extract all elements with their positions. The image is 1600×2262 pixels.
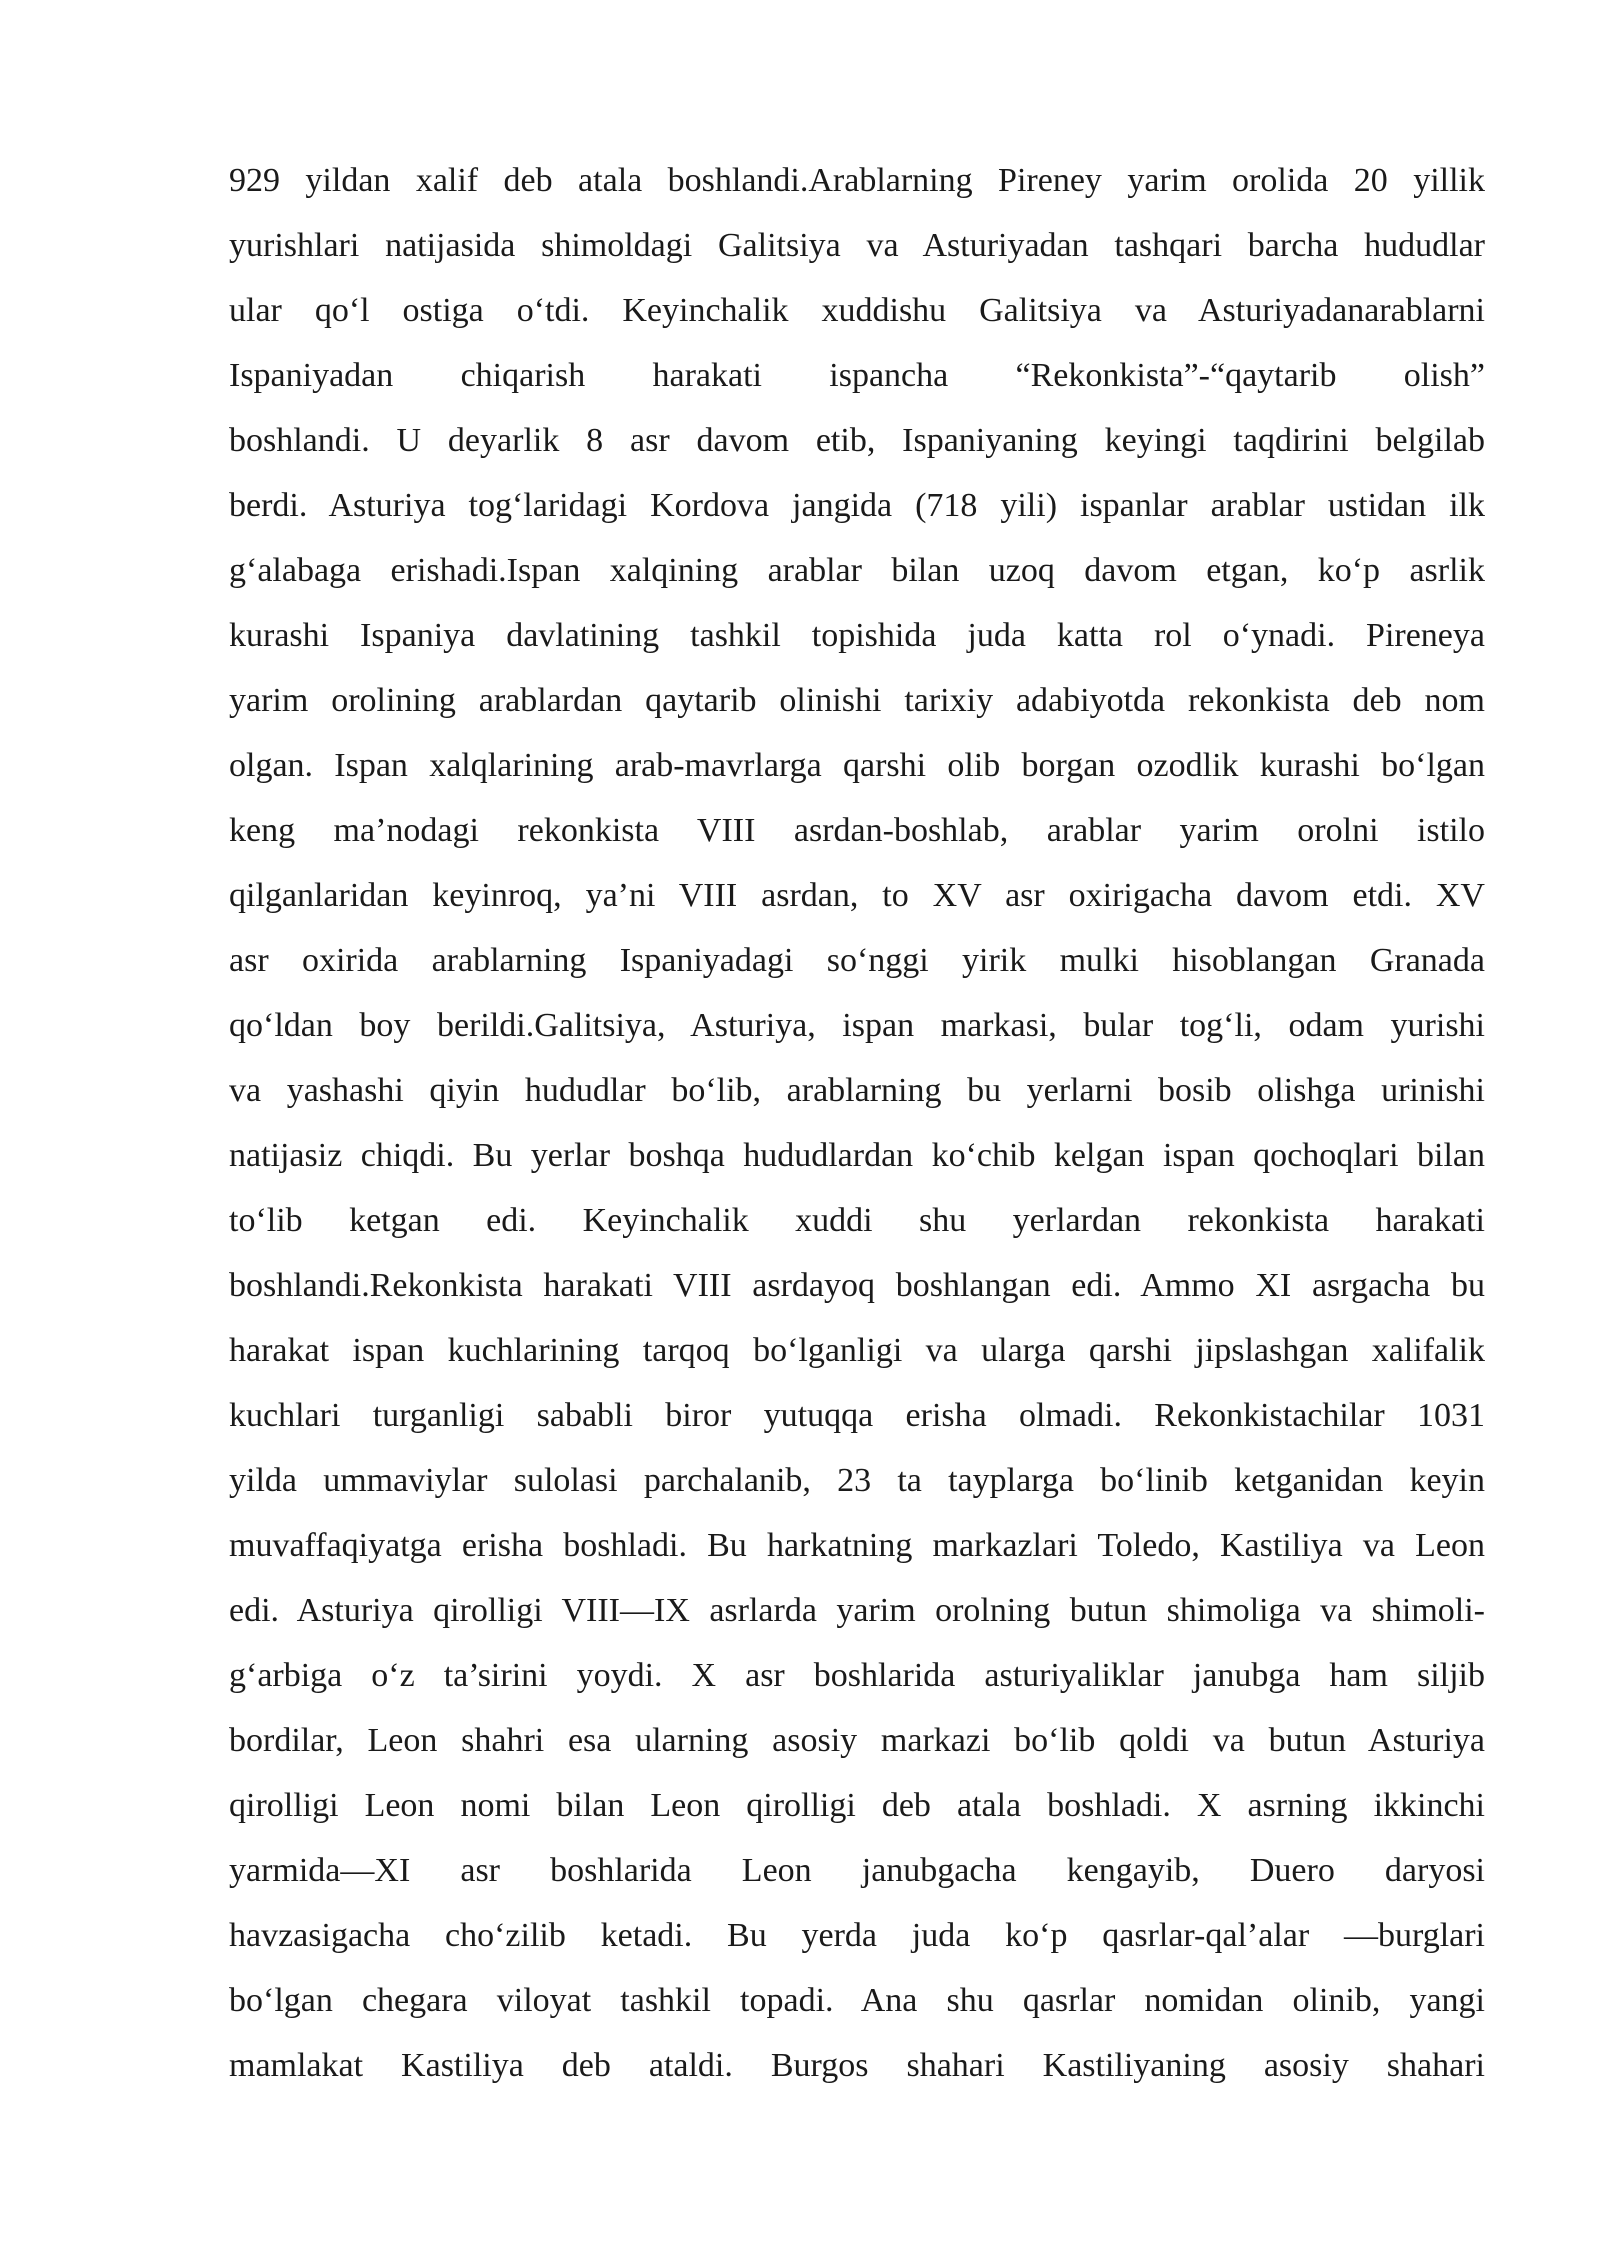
- text-line: bo‘lgan chegara viloyat tashkil topadi. Ana shu qasrlar nomidan olinib, yangi: [229, 1982, 1485, 2019]
- text-line: boshlandi.Rekonkista harakati VIII asrdayoq boshlangan edi. Ammo XI asrgacha bu: [229, 1267, 1485, 1304]
- text-line: muvaffaqiyatga erisha boshladi. Bu harkatning markazlari Toledo, Kastiliya va Leon: [229, 1527, 1485, 1564]
- text-line: asr oxirida arablarning Ispaniyadagi so‘nggi yirik mulki hisoblangan Granada: [229, 942, 1485, 979]
- text-line: g‘alabaga erishadi.Ispan xalqining arablar bilan uzoq davom etgan, ko‘p asrlik: [229, 552, 1485, 589]
- text-line: edi. Asturiya qirolligi VIII—IX asrlarda yarim orolning butun shimoliga va shimoli-: [229, 1592, 1485, 1629]
- text-line: qo‘ldan boy berildi.Galitsiya, Asturiya, ispan markasi, bular tog‘li, odam yurishi: [229, 1007, 1485, 1044]
- text-line: to‘lib ketgan edi. Keyinchalik xuddi shu yerlardan rekonkista harakati: [229, 1202, 1485, 1239]
- text-line: keng ma’nodagi rekonkista VIII asrdan-boshlab, arablar yarim orolni istilo: [229, 812, 1485, 849]
- text-line: 929 yildan xalif deb atala boshlandi.Arablarning Pireney yarim orolida 20 yillik: [229, 162, 1485, 199]
- text-line: mamlakat Kastiliya deb ataldi. Burgos shahari Kastiliyaning asosiy shahari: [229, 2047, 1485, 2084]
- text-line: qilganlaridan keyinroq, ya’ni VIII asrdan, to XV asr oxirigacha davom etdi. XV: [229, 877, 1485, 914]
- text-line: yarim orolining arablardan qaytarib olinishi tarixiy adabiyotda rekonkista deb nom: [229, 682, 1485, 719]
- text-line: yarmida—XI asr boshlarida Leon janubgacha kengayib, Duero daryosi: [229, 1852, 1485, 1889]
- text-line: boshlandi. U deyarlik 8 asr davom etib, Ispaniyaning keyingi taqdirini belgilab: [229, 422, 1485, 459]
- text-line: yurishlari natijasida shimoldagi Galitsiya va Asturiyadan tashqari barcha hududlar: [229, 227, 1485, 264]
- text-line: kuchlari turganligi sababli biror yutuqqa erisha olmadi. Rekonkistachilar 1031: [229, 1397, 1485, 1434]
- text-line: bordilar, Leon shahri esa ularning asosiy markazi bo‘lib qoldi va butun Asturiya: [229, 1722, 1485, 1759]
- text-line: g‘arbiga o‘z ta’sirini yoydi. X asr boshlarida asturiyaliklar janubga ham siljib: [229, 1657, 1485, 1694]
- text-line: berdi. Asturiya tog‘laridagi Kordova jangida (718 yili) ispanlar arablar ustidan ilk: [229, 487, 1485, 524]
- text-line: qirolligi Leon nomi bilan Leon qirolligi deb atala boshladi. X asrning ikkinchi: [229, 1787, 1485, 1824]
- text-line: ular qo‘l ostiga o‘tdi. Keyinchalik xuddishu Galitsiya va Asturiyadanarablarni: [229, 292, 1485, 329]
- text-line: havzasigacha cho‘zilib ketadi. Bu yerda juda ko‘p qasrlar-qal’alar —burglari: [229, 1917, 1485, 1954]
- text-line: kurashi Ispaniya davlatining tashkil topishida juda katta rol o‘ynadi. Pireneya: [229, 617, 1485, 654]
- text-line: olgan. Ispan xalqlarining arab-mavrlarga qarshi olib borgan ozodlik kurashi bo‘lgan: [229, 747, 1485, 784]
- text-line: Ispaniyadan chiqarish harakati ispancha “Rekonkista”-“qaytarib olish”: [229, 357, 1485, 394]
- text-line: va yashashi qiyin hududlar bo‘lib, arablarning bu yerlarni bosib olishga urinishi: [229, 1072, 1485, 1109]
- text-line: yilda ummaviylar sulolasi parchalanib, 23 ta tayplarga bo‘linib ketganidan keyin: [229, 1462, 1485, 1499]
- text-line: harakat ispan kuchlarining tarqoq bo‘lganligi va ularga qarshi jipslashgan xalifalik: [229, 1332, 1485, 1369]
- text-line: natijasiz chiqdi. Bu yerlar boshqa hududlardan ko‘chib kelgan ispan qochoqlari bilan: [229, 1137, 1485, 1174]
- body-text: [229, 148, 1485, 2098]
